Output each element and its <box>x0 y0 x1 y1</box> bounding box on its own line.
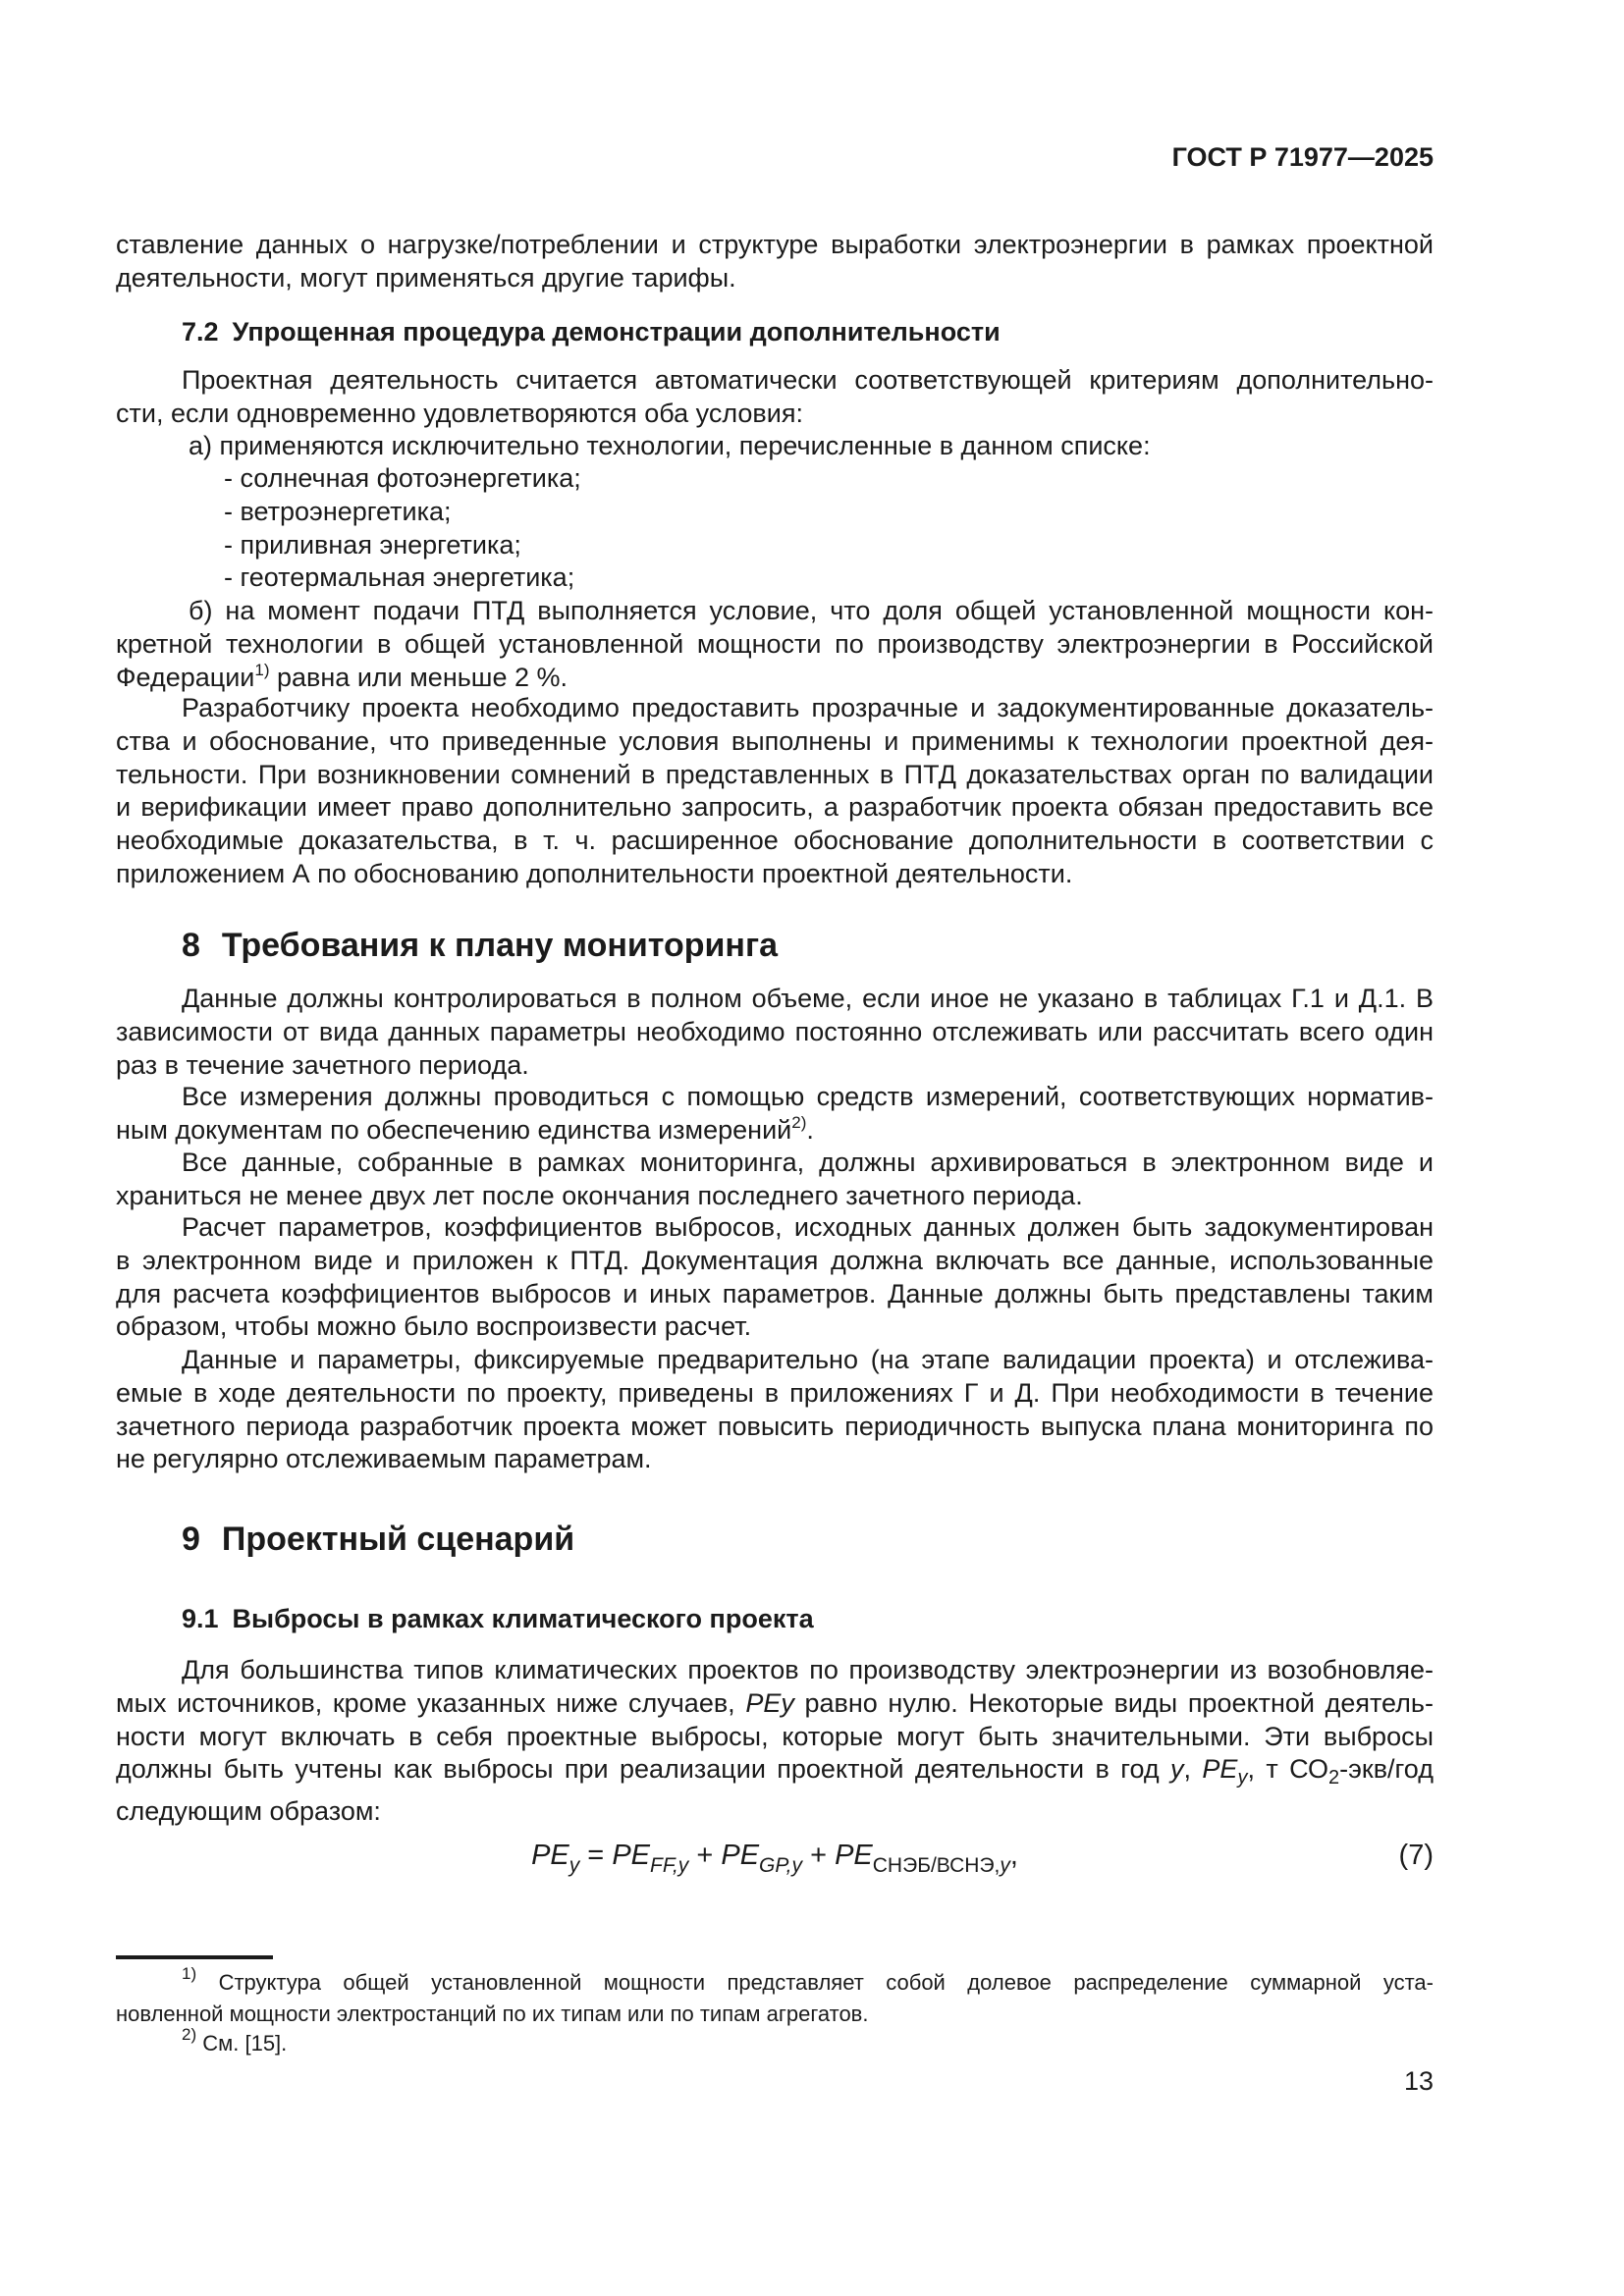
list-item: - ветроэнергетика; <box>224 496 452 526</box>
formula-term: PE <box>531 1840 569 1871</box>
text-line: тельности. При возникновении сомнений в представленных в ПТД доказательствах орган по валидации <box>116 759 1434 789</box>
text-line: ности могут включать в себя проектные выбросы, которые могут быть значительными. Эти выбросы <box>116 1721 1434 1751</box>
footnote-marker-2: 2) <box>182 2025 197 2044</box>
equation-number: (7) <box>1398 1840 1434 1871</box>
text-line <box>116 662 1434 695</box>
text-line: б) на момент подачи ПТД выполняется условие, что доля общей установленной мощности кон- <box>189 596 1434 625</box>
paragraph-monitoring-2 <box>116 1081 1434 1148</box>
section-number: 9.1 <box>182 1604 219 1633</box>
section-number: 7.2 <box>182 317 219 347</box>
paragraph-developer <box>116 692 1434 891</box>
subscript-2: 2 <box>1328 1767 1340 1789</box>
text-line: Разработчику проекта необходимо предоставить прозрачные и задокументированные доказатель- <box>182 693 1434 722</box>
formula-subscript: y <box>568 1854 580 1877</box>
formula-7 <box>116 1832 1434 1890</box>
text-line: в электронном виде и приложен к ПТД. Документация должна включать все данные, использованные <box>116 1245 1434 1275</box>
formula-term: PE <box>835 1840 873 1871</box>
text-line: Проектная деятельность считается автоматически соответствующей критериям дополнительно- <box>182 365 1434 395</box>
section-title: Требования к плану мониторинга <box>221 927 779 964</box>
text-segment: , т СО <box>1247 1754 1328 1785</box>
text-line: деятельности, могут применяться другие тарифы. <box>116 262 736 293</box>
text-segment: мых источников, кроме указанных ниже случаев, <box>116 1687 746 1718</box>
paragraph-project-emissions <box>116 1654 1434 1829</box>
section-title: Упрощенная процедура демонстрации дополнительности <box>232 317 1001 347</box>
variable-y: y <box>1170 1754 1184 1785</box>
formula-operator: = <box>579 1840 613 1871</box>
text-line: Все измерения должны проводиться с помощью средств измерений, соответствующих норматив- <box>182 1082 1434 1111</box>
text-line: образом, чтобы можно было воспроизвести расчет. <box>116 1311 752 1342</box>
text-line: приложением А по обоснованию дополнительности проектной деятельности. <box>116 858 1073 888</box>
page-number: 13 <box>1403 2066 1434 2096</box>
section-number: 9 <box>182 1521 200 1558</box>
text-line: зачетного периода разработчик проекта может повысить периодичность выпуска плана мониторинга по <box>116 1411 1434 1441</box>
text-line: новленной мощности электростанций по их типам или по типам агрегатов. <box>116 2002 869 2026</box>
footnote-rule <box>116 1955 273 1959</box>
text-line: Расчет параметров, коэффициентов выбросов, исходных данных должен быть задокументирован <box>182 1212 1434 1242</box>
text-segment: . <box>806 1114 814 1145</box>
text-line: ставление данных о нагрузке/потреблении и структуре выработки электроэнергии в рамках проектной <box>116 230 1434 259</box>
paragraph-intro <box>116 229 1434 295</box>
technology-list <box>116 462 1434 595</box>
formula-operator: + <box>688 1840 722 1871</box>
section-title: Выбросы в рамках климатического проекта <box>232 1604 814 1633</box>
text-line <box>116 1114 1434 1148</box>
footnote-ref-1: 1) <box>254 660 270 679</box>
formula-subscript: GP,y <box>759 1854 803 1877</box>
formula-term: PE <box>612 1840 650 1871</box>
variable-pey: PEy <box>745 1687 794 1718</box>
subscript-y: y <box>1237 1767 1248 1789</box>
list-item: - солнечная фотоэнергетика; <box>224 463 581 493</box>
section-number: 8 <box>182 927 200 964</box>
section-title: Проектный сценарий <box>221 1521 575 1558</box>
text-segment: ным документам по обеспечению единства измерений <box>116 1114 792 1145</box>
text-line <box>116 1687 1434 1721</box>
text-line: зависимости от вида данных параметры необходимо постоянно отслеживать или рассчитать всего один <box>116 1016 1434 1046</box>
list-item-b <box>116 595 1434 694</box>
formula-subscript: FF,y <box>650 1854 689 1877</box>
paragraph-monitoring-4 <box>116 1211 1434 1344</box>
section-heading-9 <box>116 1518 1434 1561</box>
text-line: для расчета коэффициентов выбросов и иных параметров. Данные должны быть представлены таким <box>116 1278 1434 1308</box>
text-line: следующим образом: <box>116 1796 381 1827</box>
list-item: - приливная энергетика; <box>224 529 521 560</box>
text-line: а) применяются исключительно технологии, перечисленные в данном списке: <box>189 431 1151 460</box>
formula-expression <box>116 1832 1434 1890</box>
formula-subscript: y <box>1000 1854 1010 1877</box>
text-segment: должны быть учтены как выбросы при реализации проектной деятельности в год <box>116 1754 1171 1785</box>
text-segment: , <box>1183 1754 1203 1785</box>
section-heading-7-2 <box>116 316 1434 349</box>
text-line: и верификации имеет право дополнительно запросить, а разработчик проекта обязан предоставить все <box>116 792 1434 823</box>
page-header: ГОСТ Р 71977—2025 <box>1171 142 1434 172</box>
paragraph-monitoring-3 <box>116 1147 1434 1213</box>
formula-term: PE <box>721 1840 760 1871</box>
section-heading-9-1 <box>116 1603 1434 1636</box>
text-line: не регулярно отслеживаемым параметрам. <box>116 1444 652 1474</box>
text-line: Для большинства типов климатических проектов по производству электроэнергии из возобновляе- <box>182 1655 1434 1684</box>
list-item-a <box>116 430 1434 463</box>
footnote-marker-1: 1) <box>182 1964 197 1983</box>
formula-subscript: СНЭБ/ВСНЭ, <box>872 1854 1001 1877</box>
section-heading-8 <box>116 924 1434 967</box>
footnote-1 <box>116 1964 1434 2030</box>
formula-operator: + <box>802 1840 836 1871</box>
text-segment: См. [15]. <box>196 2031 288 2056</box>
text-line <box>116 1964 1434 1999</box>
text-line: Все данные, собранные в рамках мониторинга, должны архивироваться в электронном виде и <box>182 1148 1434 1177</box>
text-segment: равно нулю. Некоторые виды проектной деятель- <box>793 1687 1434 1718</box>
text-line: кретной технологии в общей установленной мощности по производству электроэнергии в Российской <box>116 628 1434 659</box>
variable-pe: PE <box>1202 1754 1238 1785</box>
footnote-ref-2: 2) <box>791 1112 807 1132</box>
paragraph-additionality <box>116 364 1434 431</box>
paragraph-monitoring-1 <box>116 983 1434 1082</box>
footnote-2 <box>116 2025 1434 2059</box>
text-segment: Федерации <box>116 662 255 692</box>
text-line: необходимые доказательства, в т. ч. расширенное обоснование дополнительности в соответствии с <box>116 826 1434 856</box>
paragraph-monitoring-5 <box>116 1344 1434 1476</box>
text-line: храниться не менее двух лет после окончания последнего зачетного периода. <box>116 1180 1083 1210</box>
formula-punctuation: , <box>1009 1840 1018 1871</box>
text-segment: равна или меньше 2 %. <box>269 662 568 692</box>
text-line <box>116 2025 1434 2059</box>
text-segment: Структура общей установленной мощности представляет собой долевое распределение суммарной уста- <box>196 1970 1434 1995</box>
text-line: Данные и параметры, фиксируемые предварительно (на этапе валидации проекта) и отслежива- <box>182 1345 1434 1374</box>
list-item: - геотермальная энергетика; <box>224 562 575 593</box>
text-line: ства и обоснование, что приведенные условия выполнены и применимы к технологии проектной дея- <box>116 725 1434 756</box>
text-line: сти, если одновременно удовлетворяются оба условия: <box>116 398 803 428</box>
text-segment: -экв/год <box>1339 1754 1434 1785</box>
text-line <box>116 1753 1434 1795</box>
text-line: раз в течение зачетного периода. <box>116 1049 529 1080</box>
text-line: емые в ходе деятельности по проекту, приведены в приложениях Г и Д. При необходимости в течение <box>116 1377 1434 1408</box>
text-line: Данные должны контролироваться в полном объеме, если иное не указано в таблицах Г.1 и Д.1. В <box>182 984 1434 1013</box>
